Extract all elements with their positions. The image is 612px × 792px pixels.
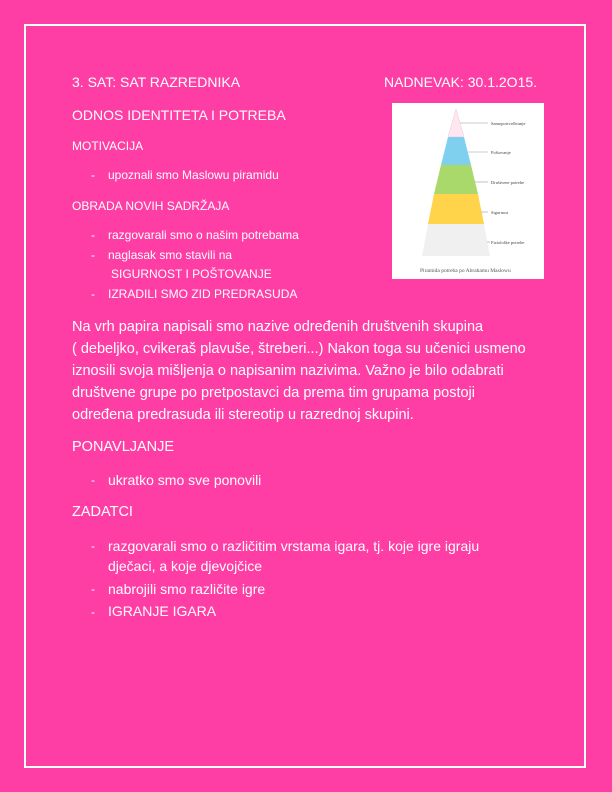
section-heading-motivacija: MOTIVACIJA (72, 139, 144, 153)
paragraph-line: Na vrh papira napisali smo nazive određenih društvenih skupina (72, 319, 484, 335)
paragraph-line: određena predrasuda ili stereotip u razrednoj skupini. (72, 407, 414, 423)
pyramid-label: Samoportvrđivanje (491, 121, 526, 126)
section-heading-ponavljanje: PONAVLJANJE (72, 439, 175, 455)
list-item: IZRADILI SMO ZID PREDRASUDA (108, 287, 298, 301)
pyramid-svg (392, 103, 544, 279)
list-item: IGRANJE IGARA (108, 603, 217, 619)
list-item-continuation: SIGURNOST I POŠTOVANJE (111, 267, 272, 281)
header-left: 3. SAT: SAT RAZREDNIKA (72, 74, 241, 90)
list-dash: - (91, 539, 95, 553)
pyramid-level-2 (441, 137, 471, 165)
paragraph-line: društvene grupe po pretpostavci da prema tim grupama postoji (72, 385, 475, 401)
pyramid-label: Fiziološke potrebe (491, 240, 525, 245)
list-dash: - (91, 605, 95, 619)
paragraph (72, 316, 542, 426)
list-item: ukratko smo sve ponovili (108, 472, 262, 488)
pyramid-caption: Piramida potreba po Abrahamu Maslowu (420, 268, 511, 274)
page-title: ODNOS IDENTITETA I POTREBA (72, 107, 286, 123)
pyramid-level-3 (434, 165, 478, 194)
list-item: razgovarali smo o različitim vrstama igara, tj. koje igre igraju (108, 538, 480, 554)
list-item: razgovarali smo o našim potrebama (108, 228, 299, 242)
list-item: upoznali smo Maslowu piramidu (108, 168, 279, 182)
list-dash: - (91, 473, 95, 487)
list-item-continuation: dječaci, a koje djevojčice (108, 558, 263, 574)
pyramid-label: Poštovanje (491, 150, 511, 155)
paragraph-line: iznosili svoja mišljenja o napisanim nazivima. Važno je bilo odabrati (72, 363, 504, 379)
pyramid-label: Sigurnost (491, 210, 509, 215)
list-dash: - (91, 287, 95, 301)
pyramid-level-5 (422, 224, 490, 256)
list-dash: - (91, 228, 95, 242)
pyramid-label: Društvene potrebe (491, 180, 525, 185)
paragraph-line: ( debeljko, cvikeraš plavuše, štreberi...) Nakon toga su učenici usmeno (72, 341, 526, 357)
maslow-pyramid-image (392, 103, 544, 279)
pyramid-level-4 (428, 194, 484, 224)
list-item: nabrojili smo različite igre (108, 581, 266, 597)
header-date: NADNEVAK: 30.1.2O15. (384, 74, 538, 90)
list-item: naglasak smo stavili na (108, 248, 233, 262)
section-heading-obrada: OBRADA NOVIH SADRŽAJA (72, 199, 230, 213)
list-dash: - (91, 248, 95, 262)
list-dash: - (91, 582, 95, 596)
list-dash: - (91, 168, 95, 182)
section-heading-zadatci: ZADATCI (72, 504, 133, 520)
